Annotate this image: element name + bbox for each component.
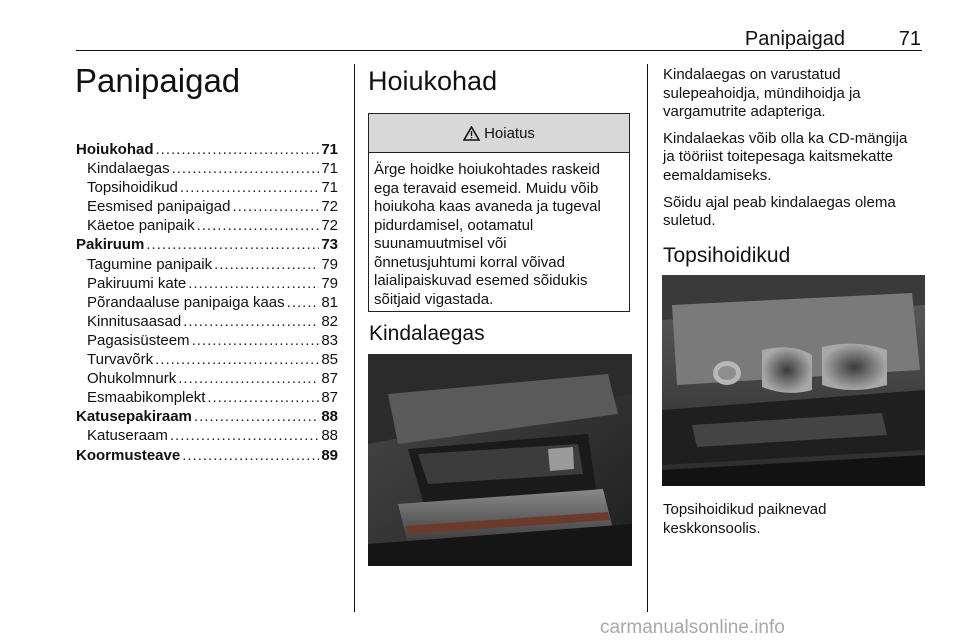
warning-line: ega teravaid esemeid. Muidu võib — [374, 179, 599, 197]
toc-entry[interactable] — [76, 197, 338, 216]
warning-line: laialipaiskuvad esemed sõidukis — [374, 272, 588, 289]
body-line: Kindalaekas võib olla ka CD-mängija — [663, 129, 908, 147]
toc-entry-page: 88 — [321, 408, 338, 426]
toc-leader-dots — [170, 426, 319, 445]
table-of-contents — [76, 140, 338, 465]
toc-entry-page: 88 — [321, 427, 338, 445]
warning-triangle-icon — [463, 126, 480, 141]
toc-entry-label: Katuseraam — [87, 427, 168, 445]
toc-entry-page: 72 — [321, 198, 338, 216]
toc-leader-dots — [182, 446, 319, 465]
toc-entry-label: Põrandaaluse panipaiga kaas — [87, 293, 285, 311]
body-line: vargamutrite adapteriga. — [663, 103, 826, 121]
toc-entry[interactable] — [76, 178, 338, 197]
toc-leader-dots — [287, 293, 320, 312]
toc-leader-dots — [194, 407, 319, 426]
caption-line: Topsihoidikud paiknevad — [663, 501, 827, 518]
toc-entry[interactable] — [76, 140, 338, 159]
toc-leader-dots — [197, 216, 320, 235]
toc-leader-dots — [156, 140, 320, 159]
toc-entry-label: Topsihoidikud — [87, 179, 178, 197]
warning-text — [369, 153, 629, 309]
toc-entry-label: Kindalaegas — [87, 160, 170, 178]
toc-entry[interactable] — [76, 159, 338, 178]
body-line: ja tööriist toitepesaga kaitsmekatte — [663, 148, 894, 166]
toc-entry[interactable] — [76, 274, 338, 293]
toc-entry-page: 79 — [321, 274, 338, 292]
header-rule — [76, 50, 922, 51]
toc-entry-label: Eesmised panipaigad — [87, 198, 231, 216]
toc-leader-dots — [192, 331, 320, 350]
toc-leader-dots — [183, 312, 319, 331]
caption-line: keskkonsoolis. — [663, 519, 761, 537]
chapter-title: Panipaigad — [75, 62, 241, 99]
toc-entry[interactable] — [76, 235, 338, 254]
warning-header — [369, 114, 629, 153]
toc-entry[interactable] — [76, 407, 338, 426]
warning-line: Ärge hoidke hoiukohtades raskeid — [374, 161, 600, 178]
toc-entry-page: 87 — [321, 370, 338, 388]
body-line: Kindalaegas on varustatud — [663, 66, 841, 83]
warning-line: sõitjaid vigastada. — [374, 290, 494, 308]
watermark: carmanualsonline.info — [600, 617, 785, 638]
toc-entry-label: Pakiruumi kate — [87, 274, 187, 292]
toc-entry-label: Kinnitusaasad — [87, 312, 182, 330]
toc-entry-page: 82 — [321, 312, 338, 330]
cupholder-photo — [662, 275, 925, 486]
body-line: sulepeahoidja, mündihoidja ja — [663, 84, 861, 102]
body-line: suletud. — [663, 212, 716, 230]
toc-entry-label: Pagasisüsteem — [87, 331, 190, 349]
toc-leader-dots — [180, 178, 319, 197]
toc-entry-page: 81 — [321, 293, 338, 311]
toc-leader-dots — [188, 274, 319, 293]
toc-entry[interactable] — [76, 293, 338, 312]
cupholder-title: Topsihoidikud — [663, 244, 791, 267]
toc-entry-page: 79 — [321, 255, 338, 273]
running-header-title: Panipaigad — [744, 28, 845, 50]
toc-entry[interactable] — [76, 216, 338, 235]
toc-entry[interactable] — [76, 446, 338, 465]
toc-entry-page: 71 — [321, 141, 338, 158]
toc-entry-label: Pakiruum — [76, 236, 145, 254]
toc-leader-dots — [178, 369, 319, 388]
toc-entry-label: Esmaabikomplekt — [87, 389, 206, 407]
toc-leader-dots — [214, 255, 319, 274]
toc-entry-page: 71 — [321, 160, 338, 178]
body-paragraph — [663, 66, 927, 122]
toc-entry-label: Koormusteave — [76, 446, 181, 464]
glovebox-title: Kindalaegas — [369, 322, 485, 345]
toc-entry-label: Ohukolmnurk — [87, 370, 177, 388]
warning-line: pidurdamisel, ootamatul — [374, 216, 534, 234]
toc-entry-page: 73 — [321, 236, 338, 254]
toc-entry[interactable] — [76, 369, 338, 388]
toc-entry[interactable] — [76, 426, 338, 445]
toc-entry[interactable] — [76, 312, 338, 331]
warning-box — [368, 113, 630, 312]
section-title: Hoiukohad — [368, 66, 498, 96]
body-line: eemaldamiseks. — [663, 166, 772, 184]
toc-entry-page: 85 — [321, 351, 338, 369]
toc-entry-page: 71 — [321, 179, 338, 197]
toc-entry[interactable] — [76, 255, 338, 274]
toc-leader-dots — [172, 159, 320, 178]
glovebox-photo — [368, 354, 632, 566]
toc-entry-label: Tagumine panipaik — [87, 255, 213, 273]
warning-line: õnnetusjuhtumi korral võivad — [374, 253, 565, 271]
toc-entry-page: 83 — [321, 331, 338, 349]
toc-entry-label: Käetoe panipaik — [87, 217, 195, 235]
page-number: 71 — [898, 28, 921, 50]
toc-entry-label: Hoiukohad — [76, 141, 154, 158]
toc-entry-page: 87 — [321, 389, 338, 407]
toc-leader-dots — [207, 388, 319, 407]
toc-entry-page: 72 — [321, 217, 338, 235]
column-divider-1 — [354, 64, 355, 612]
body-paragraph — [663, 130, 927, 186]
toc-entry[interactable] — [76, 331, 338, 350]
toc-leader-dots — [232, 197, 319, 216]
toc-entry[interactable] — [76, 388, 338, 407]
toc-leader-dots — [155, 350, 319, 369]
body-line: Sõidu ajal peab kindalaegas olema — [663, 193, 896, 211]
column-divider-2 — [647, 64, 648, 612]
warning-heading: Hoiatus — [484, 124, 535, 142]
toc-leader-dots — [146, 235, 319, 254]
warning-line: suunamuutmisel või — [374, 235, 507, 252]
toc-entry-label: Katusepakiraam — [76, 408, 192, 426]
toc-entry-label: Turvavõrk — [87, 351, 154, 369]
toc-entry[interactable] — [76, 350, 338, 369]
toc-entry-page: 89 — [321, 446, 338, 464]
warning-line: hoiukoha kaas avaneda ja tugeval — [374, 198, 601, 215]
cupholder-caption — [663, 501, 903, 538]
glovebox-description — [663, 66, 927, 239]
body-paragraph — [663, 194, 927, 231]
